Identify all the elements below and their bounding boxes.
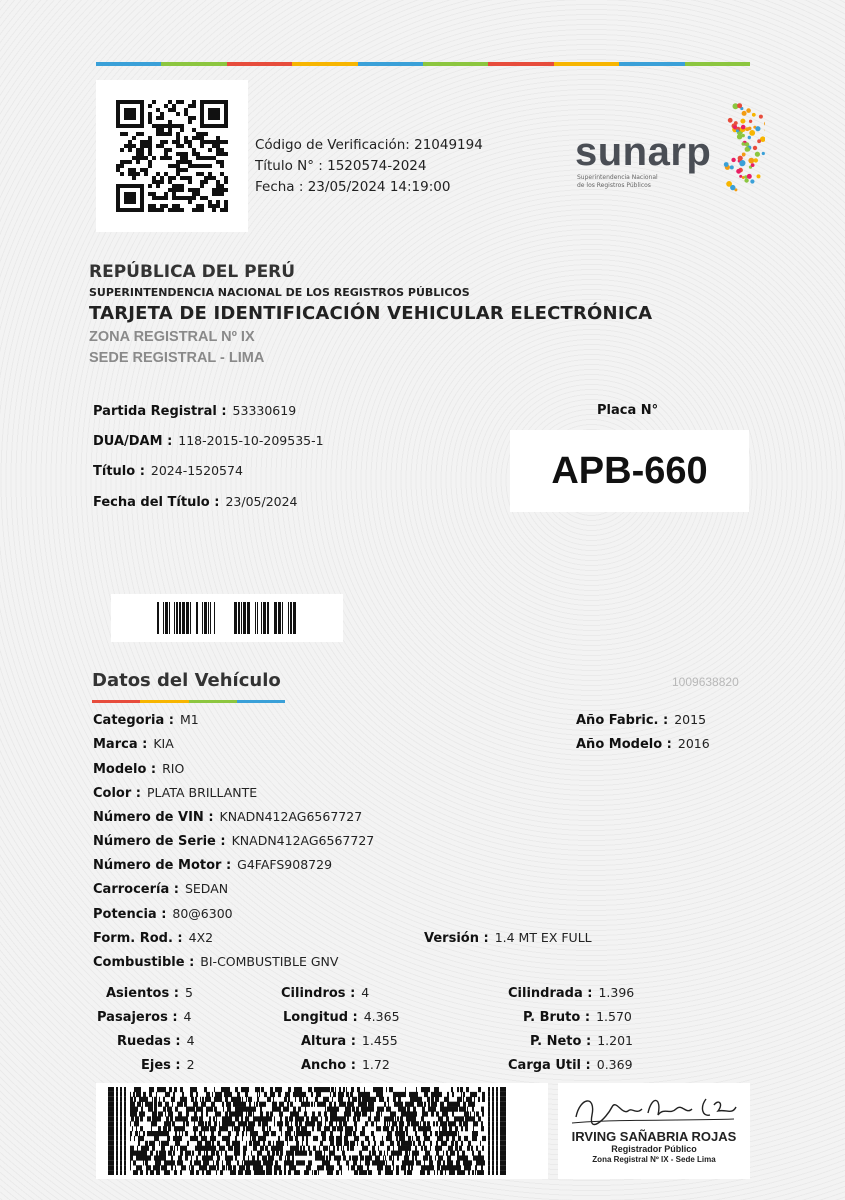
qr-code-image bbox=[116, 100, 228, 212]
field-label: Color : bbox=[93, 786, 141, 801]
spec-value: 1.455 bbox=[361, 1033, 398, 1048]
sunarp-logo bbox=[575, 96, 765, 206]
spec-value: 4.365 bbox=[363, 1009, 400, 1024]
field-label: Marca : bbox=[93, 737, 148, 752]
field-value: 80@6300 bbox=[172, 906, 233, 921]
field-label: Modelo : bbox=[93, 762, 157, 777]
signer-zone: Zona Registral Nº IX - Sede Lima bbox=[592, 1155, 716, 1164]
field-serie bbox=[93, 833, 374, 849]
logo-subtitle-line-2: de los Registros Públicos bbox=[577, 182, 651, 189]
verification-info bbox=[255, 135, 483, 198]
top-bar-segment bbox=[685, 62, 750, 66]
spec-value: 1.72 bbox=[361, 1057, 390, 1072]
spec-ruedas bbox=[117, 1033, 195, 1049]
field-titulo bbox=[93, 463, 243, 479]
underline-segment bbox=[237, 700, 285, 703]
top-bar-segment bbox=[423, 62, 488, 66]
spec-pbruto bbox=[523, 1009, 632, 1025]
field-dua bbox=[93, 433, 324, 449]
spec-pasajeros bbox=[97, 1009, 192, 1025]
spec-pneto bbox=[530, 1033, 633, 1049]
field-anio-fabric bbox=[576, 712, 706, 728]
qr-code bbox=[96, 80, 248, 232]
spec-value: 1.570 bbox=[596, 1009, 632, 1024]
signer-name: IRVING SAÑABRIA ROJAS bbox=[571, 1129, 737, 1144]
field-value: 2024-1520574 bbox=[150, 463, 243, 478]
spec-cilindrada bbox=[508, 985, 634, 1001]
spec-cilindros bbox=[281, 985, 369, 1001]
field-label: Form. Rod. : bbox=[93, 931, 183, 946]
field-value: 2016 bbox=[677, 736, 710, 751]
sede-registral: SEDE REGISTRAL - LIMA bbox=[89, 350, 265, 366]
field-vin bbox=[93, 809, 362, 825]
field-carroceria bbox=[93, 881, 228, 897]
field-fecha-titulo bbox=[93, 494, 298, 510]
logo-subtitle bbox=[577, 174, 697, 190]
field-label: Potencia : bbox=[93, 907, 167, 922]
spec-label: P. Neto : bbox=[530, 1034, 592, 1049]
spec-label: P. Bruto : bbox=[523, 1010, 591, 1025]
field-value: KNADN412AG6567727 bbox=[219, 809, 363, 824]
field-marca bbox=[93, 736, 174, 752]
top-bar-segment bbox=[292, 62, 357, 66]
spec-longitud bbox=[283, 1009, 400, 1025]
spec-value: 4 bbox=[183, 1009, 192, 1024]
field-label: Carrocería : bbox=[93, 882, 179, 897]
placa-value: APB-660 bbox=[551, 449, 708, 492]
field-combustible bbox=[93, 954, 338, 970]
underline-segment bbox=[140, 700, 188, 703]
superintendencia-heading: SUPERINTENDENCIA NACIONAL DE LOS REGISTROS PÚBLICOS bbox=[89, 286, 470, 299]
field-value: G4FAFS908729 bbox=[237, 857, 333, 872]
field-value: PLATA BRILLANTE bbox=[147, 785, 258, 800]
verification-code: Código de Verificación: 21049194 bbox=[255, 137, 483, 153]
field-value: RIO bbox=[162, 761, 185, 776]
field-label: DUA/DAM : bbox=[93, 434, 173, 449]
field-value: 53330619 bbox=[232, 403, 297, 418]
logo-wordmark: sunarp bbox=[575, 130, 712, 174]
field-value: SEDAN bbox=[184, 881, 229, 896]
spec-value: 0.369 bbox=[596, 1057, 633, 1072]
top-bar-segment bbox=[96, 62, 161, 66]
spec-value: 4 bbox=[361, 985, 370, 1000]
field-value: KNADN412AG6567727 bbox=[231, 833, 375, 848]
spec-value: 1.396 bbox=[598, 985, 635, 1000]
field-version bbox=[424, 930, 592, 946]
placa-label: Placa N° bbox=[597, 403, 659, 418]
spec-value: 2 bbox=[186, 1057, 195, 1072]
field-formrod bbox=[93, 930, 213, 946]
field-value: 4X2 bbox=[188, 930, 214, 945]
field-label: Número de Motor : bbox=[93, 858, 232, 873]
field-label: Año Modelo : bbox=[576, 737, 672, 752]
pdf417-barcode-image bbox=[108, 1087, 508, 1175]
field-color bbox=[93, 785, 257, 801]
spec-label: Ancho : bbox=[301, 1058, 356, 1073]
signature-scribble bbox=[566, 1085, 742, 1133]
top-bar-segment bbox=[227, 62, 292, 66]
spec-label: Cilindros : bbox=[281, 986, 356, 1001]
field-label: Número de Serie : bbox=[93, 834, 226, 849]
field-label: Título : bbox=[93, 464, 145, 479]
field-value: M1 bbox=[179, 712, 199, 727]
field-value: 23/05/2024 bbox=[225, 494, 298, 509]
underline-segment bbox=[92, 700, 140, 703]
field-value: BI-COMBUSTIBLE GNV bbox=[200, 954, 339, 969]
spec-label: Asientos : bbox=[106, 986, 179, 1001]
underline-segment bbox=[189, 700, 237, 703]
placa-box bbox=[510, 430, 749, 512]
spec-value: 5 bbox=[184, 985, 193, 1000]
field-anio-modelo bbox=[576, 736, 710, 752]
field-label: Año Fabric. : bbox=[576, 713, 669, 728]
section-underline bbox=[92, 700, 285, 703]
spec-label: Pasajeros : bbox=[97, 1010, 178, 1025]
spec-label: Longitud : bbox=[283, 1010, 358, 1025]
signature-block bbox=[558, 1083, 750, 1179]
field-label: Partida Registral : bbox=[93, 404, 227, 419]
spec-label: Cilindrada : bbox=[508, 986, 593, 1001]
spec-ancho bbox=[301, 1057, 390, 1073]
spec-label: Carga Util : bbox=[508, 1058, 591, 1073]
top-bar-segment bbox=[161, 62, 226, 66]
spec-value: 4 bbox=[186, 1033, 195, 1048]
field-value: 118-2015-10-209535-1 bbox=[178, 433, 324, 448]
logo-subtitle-line-1: Superintendencia Nacional bbox=[577, 174, 658, 181]
verification-title-number: Título N° : 1520574-2024 bbox=[255, 158, 427, 174]
barcode-small-image bbox=[157, 602, 297, 634]
top-bar-segment bbox=[619, 62, 684, 66]
zona-registral: ZONA REGISTRAL Nº IX bbox=[89, 329, 255, 345]
field-motor bbox=[93, 857, 332, 873]
field-value: 2015 bbox=[674, 712, 707, 727]
field-modelo bbox=[93, 761, 184, 777]
spec-label: Ruedas : bbox=[117, 1034, 181, 1049]
section-title-vehiculo: Datos del Vehículo bbox=[92, 670, 281, 691]
spec-value: 1.201 bbox=[597, 1033, 633, 1048]
pdf417-barcode bbox=[96, 1083, 548, 1179]
reference-number: 1009638820 bbox=[672, 675, 739, 689]
field-label: Fecha del Título : bbox=[93, 495, 220, 510]
spec-altura bbox=[301, 1033, 398, 1049]
field-potencia bbox=[93, 906, 233, 922]
field-partida bbox=[93, 403, 296, 419]
field-label: Combustible : bbox=[93, 955, 195, 970]
spec-label: Altura : bbox=[301, 1034, 356, 1049]
top-color-bar bbox=[96, 62, 750, 66]
spec-label: Ejes : bbox=[141, 1058, 181, 1073]
spec-asientos bbox=[106, 985, 193, 1001]
field-value: KIA bbox=[153, 736, 174, 751]
field-categoria bbox=[93, 712, 199, 728]
spec-ejes bbox=[141, 1057, 195, 1073]
field-label: Categoria : bbox=[93, 713, 174, 728]
top-bar-segment bbox=[488, 62, 553, 66]
signer-role: Registrador Público bbox=[611, 1144, 697, 1154]
republica-heading: REPÚBLICA DEL PERÚ bbox=[89, 262, 296, 282]
barcode-small bbox=[111, 594, 343, 642]
field-value: 1.4 MT EX FULL bbox=[494, 930, 592, 945]
verification-date: Fecha : 23/05/2024 14:19:00 bbox=[255, 179, 451, 195]
field-label: Número de VIN : bbox=[93, 810, 214, 825]
top-bar-segment bbox=[554, 62, 619, 66]
document-title: TARJETA DE IDENTIFICACIÓN VEHICULAR ELECTRÓNICA bbox=[89, 303, 653, 324]
field-label: Versión : bbox=[424, 931, 489, 946]
spec-carga-util bbox=[508, 1057, 633, 1073]
top-bar-segment bbox=[358, 62, 423, 66]
